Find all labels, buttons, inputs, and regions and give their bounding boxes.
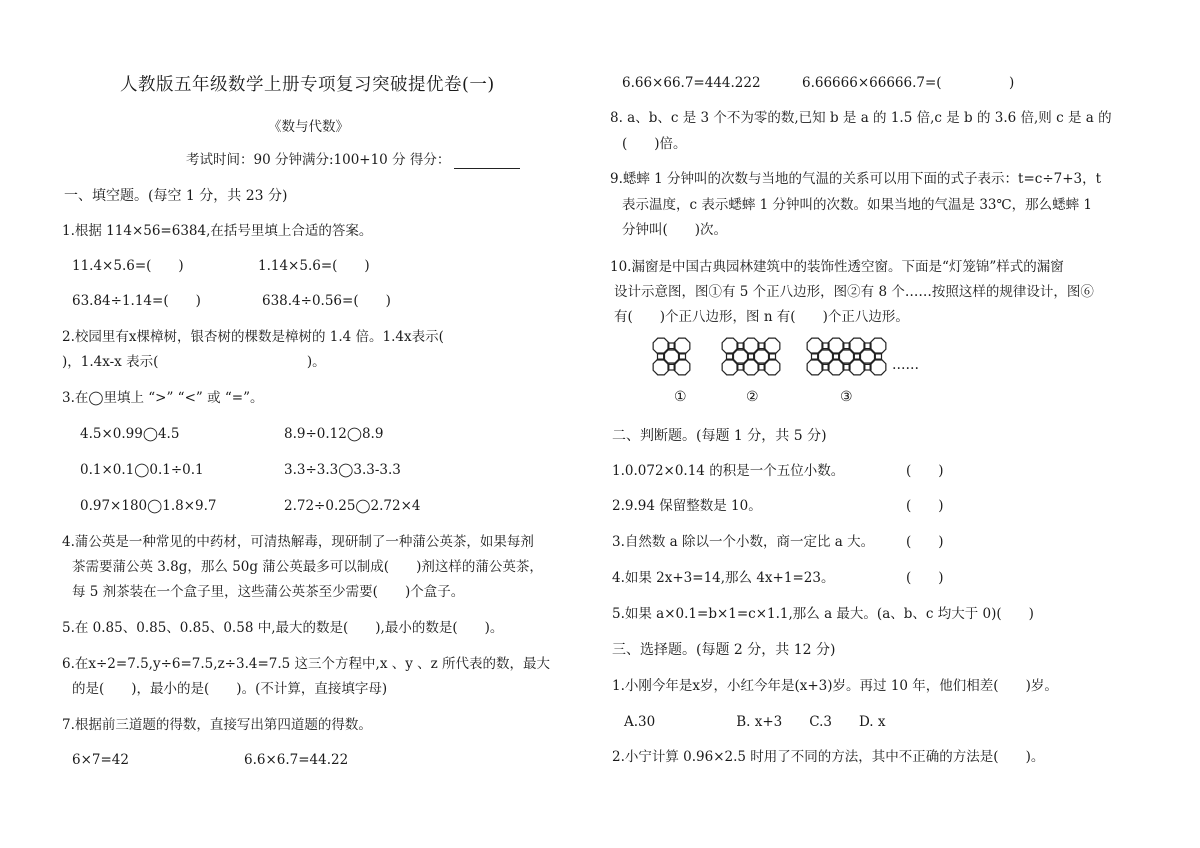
choice-2-stem: 2.小宁计算 0.96×2.5 时用了不同的方法，其中不正确的方法是( )。 xyxy=(612,749,1045,765)
score-blank[interactable] xyxy=(454,154,520,169)
q8-line1: 8. a、b、c 是 3 个不为零的数,已知 b 是 a 的 1.5 倍,c 是 b 的 3.6 倍,则 c 是 a 的 xyxy=(610,110,1112,126)
q4-line1: 4.蒲公英是一种常见的中药材，可清热解毒，现研制了一种蒲公英茶，如果每剂 xyxy=(62,534,534,550)
section3-heading: 三、选择题。(每题 2 分，共 12 分) xyxy=(612,642,836,658)
octagon xyxy=(653,338,669,354)
page-title: 人教版五年级数学上册专项复习突破提优卷(一) xyxy=(120,75,495,95)
judge-4: 4.如果 2x+3=14,那么 4x+1=23。 xyxy=(612,570,835,586)
judge-4-paren[interactable]: ( ) xyxy=(906,570,944,586)
q2-line2: )，1.4x-x 表示( )。 xyxy=(62,354,326,370)
q4-line2: 茶需要蒲公英 3.8g，那么 50g 蒲公英最多可以制成( )剂这样的蒲公英茶， xyxy=(72,559,543,575)
q2-line1: 2.校园里有x棵樟树，银杏树的棵数是樟树的 1.4 倍。1.4x表示( xyxy=(62,329,444,345)
octagon xyxy=(674,359,690,375)
q3-stem: 3.在◯里填上 “>” “<” 或 “=”。 xyxy=(62,390,264,406)
section1-heading: 一、填空题。(每空 1 分，共 23 分) xyxy=(64,188,288,204)
q1-d: 638.4÷0.56=( ) xyxy=(262,293,391,309)
section2-heading: 二、判断题。(每题 1 分，共 5 分) xyxy=(612,428,827,444)
octagon xyxy=(664,349,680,365)
octagon xyxy=(743,338,759,354)
octagon xyxy=(818,349,834,365)
choice-1-stem: 1.小刚今年是x岁，小红今年是(x+3)岁。再过 10 年，他们相差( )岁。 xyxy=(612,678,1058,694)
judge-1: 1.0.072×0.14 的积是一个五位小数。 xyxy=(612,463,845,479)
q7-a: 6×7=42 xyxy=(72,752,129,768)
judge-2: 2.9.94 保留整数是 10。 xyxy=(612,498,762,514)
judge-3: 3.自然数 a 除以一个小数，商一定比 a 大。 xyxy=(612,534,875,550)
octagon xyxy=(722,359,738,375)
q9-line3: 分钟叫( )次。 xyxy=(622,222,728,238)
octagon xyxy=(653,359,669,375)
octagon xyxy=(849,359,865,375)
octagon xyxy=(839,349,855,365)
q1-a: 11.4×5.6=( ) xyxy=(72,258,184,274)
q4-line3: 每 5 剂茶装在一个盒子里，这些蒲公英茶至少需要( )个盒子。 xyxy=(72,584,465,600)
octagon xyxy=(828,359,844,375)
q1-b: 1.14×5.6=( ) xyxy=(258,258,370,274)
figure-label-2: ② xyxy=(746,389,759,405)
octagon xyxy=(674,338,690,354)
figure-label-3: ③ xyxy=(840,389,853,405)
octagon xyxy=(733,349,749,365)
judge-1-paren[interactable]: ( ) xyxy=(906,463,944,479)
exam-info xyxy=(186,151,520,169)
judge-3-paren[interactable]: ( ) xyxy=(906,534,944,550)
figure-ellipsis: …… xyxy=(892,357,919,373)
q7-c: 6.66×66.7=444.222 xyxy=(622,75,761,91)
q7-stem: 7.根据前三道题的得数，直接写出第四道题的得数。 xyxy=(62,717,372,733)
octagon xyxy=(870,338,886,354)
q7-d: 6.66666×66666.7=( ) xyxy=(802,75,1015,91)
page-subtitle: 《数与代数》 xyxy=(268,119,349,135)
q10-line2: 设计示意图，图①有 5 个正八边形，图②有 8 个……按照这样的规律设计，图⑥ xyxy=(614,284,1094,300)
q7-b: 6.6×6.7=44.22 xyxy=(244,752,349,768)
octagon xyxy=(828,338,844,354)
octagon xyxy=(807,338,823,354)
octagon xyxy=(807,359,823,375)
octagon xyxy=(764,359,780,375)
judge-5: 5.如果 a×0.1=b×1=c×1.1,那么 a 最大。(a、b、c 均大于 0)( ) xyxy=(612,606,1034,622)
choice-1-options: A.30 B. x+3 C.3 D. x xyxy=(624,714,886,730)
q10-line3: 有( )个正八边形，图 n 有( )个正八边形。 xyxy=(614,309,909,325)
octagon xyxy=(764,338,780,354)
q6-line1: 6.在x÷2=7.5,y÷6=7.5,z÷3.4=7.5 这三个方程中,x 、y 、z 所代表的数，最大 xyxy=(62,656,551,672)
q10-line1: 10.漏窗是中国古典园林建筑中的装饰性透空窗。下面是“灯笼锦”样式的漏窗 xyxy=(610,259,1064,275)
figure-label-1: ① xyxy=(674,389,687,405)
q8-line2: ( )倍。 xyxy=(622,136,687,152)
exam-info-text: 考试时间：90 分钟满分:100+10 分 得分： xyxy=(186,152,451,168)
judge-2-paren[interactable]: ( ) xyxy=(906,498,944,514)
q5: 5.在 0.85、0.85、0.85、0.58 中,最大的数是( ),最小的数是( )。 xyxy=(62,620,504,636)
q1-stem: 1.根据 114×56=6384,在括号里填上合适的答案。 xyxy=(62,223,373,239)
octagon xyxy=(870,359,886,375)
q3-c: 0.1×0.1◯0.1÷0.1 xyxy=(80,462,204,478)
q3-e: 0.97×180◯1.8×9.7 xyxy=(80,498,217,514)
q3-b: 8.9÷0.12◯8.9 xyxy=(284,426,384,442)
q3-f: 2.72÷0.25◯2.72×4 xyxy=(284,498,421,514)
q9-line2: 表示温度，c 表示蟋蟀 1 分钟叫的次数。如果当地的气温是 33℃，那么蟋蟀 1 xyxy=(622,197,1092,213)
q3-a: 4.5×0.99◯4.5 xyxy=(80,426,180,442)
octagon xyxy=(743,359,759,375)
q9-line1: 9.蟋蟀 1 分钟叫的次数与当地的气温的关系可以用下面的式子表示：t=c÷7+3，t xyxy=(610,171,1102,187)
q3-d: 3.3÷3.3◯3.3-3.3 xyxy=(284,462,401,478)
octagon xyxy=(722,338,738,354)
octagon xyxy=(754,349,770,365)
octagon xyxy=(860,349,876,365)
q1-c: 63.84÷1.14=( ) xyxy=(72,293,201,309)
octagon xyxy=(849,338,865,354)
q6-line2: 的是( )，最小的是( )。(不计算，直接填字母) xyxy=(72,681,388,697)
